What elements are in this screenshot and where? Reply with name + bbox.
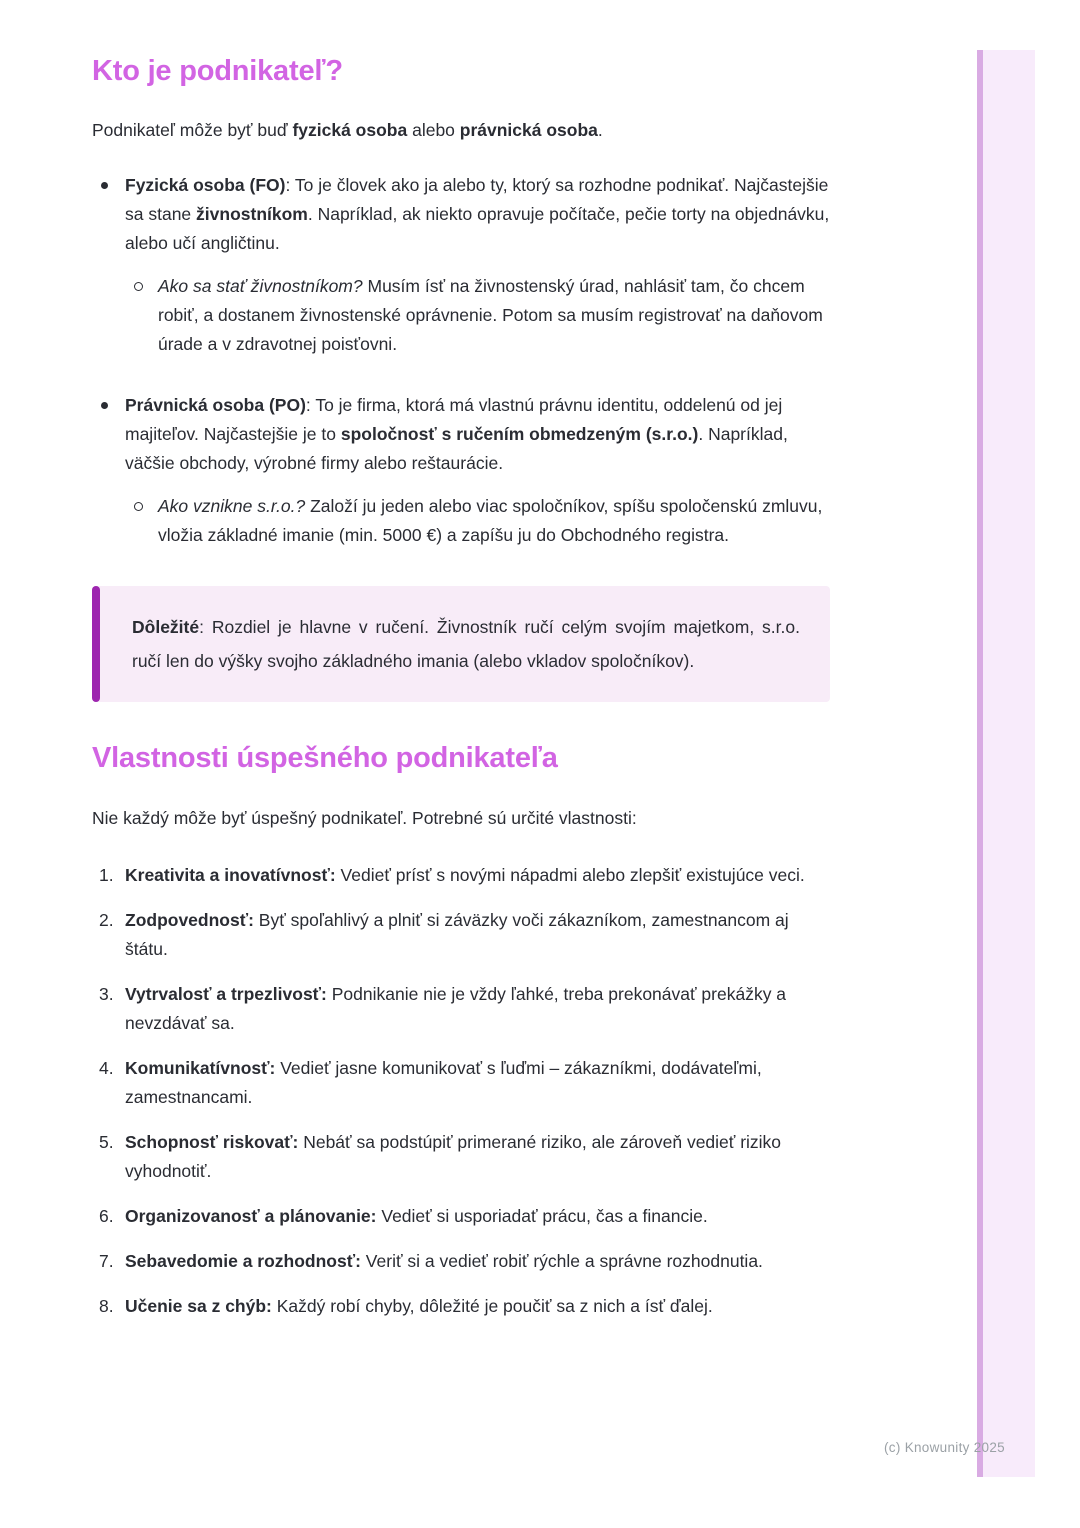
text-run: Právnická osoba (PO) [125, 395, 306, 415]
callout-text [132, 610, 800, 678]
list-number: 6. [99, 1206, 114, 1226]
list-number: 2. [99, 910, 114, 930]
text-run: : To je človek ako ja alebo ty, ktorý sa rozhodne podnikať. Najčastejšie sa stane [125, 175, 829, 224]
text-run: Sebavedomie a rozhodnosť: [125, 1251, 361, 1271]
text-run: živnostníkom [196, 204, 308, 224]
sub-bullet-text [158, 272, 832, 359]
list-item [92, 906, 832, 964]
list-number: 5. [99, 1132, 114, 1152]
list-item [92, 171, 832, 359]
trait-text [125, 980, 832, 1038]
text-run: Byť spoľahlivý a plniť si záväzky voči zákazníkom, zamestnancom aj štátu. [125, 910, 789, 959]
sub-list [125, 492, 832, 550]
copyright-watermark: (c) Knowunity 2025 [884, 1440, 1005, 1455]
text-run: Založí ju jeden alebo viac spoločníkov, spíšu spoločenskú zmluvu, vložia základné imanie (min. 5000 €) a zapíšu ju do Obchodného registra. [158, 496, 823, 545]
text-run: Zodpovednosť: [125, 910, 254, 930]
text-run: . Napríklad, ak niekto opravuje počítače, pečie torty na objednávku, alebo učí angličtinu. [125, 204, 830, 253]
text-run: Schopnosť riskovať: [125, 1132, 299, 1152]
bullet-circle-icon [134, 502, 143, 511]
text-run: : Rozdiel je hlavne v ručení. Živnostník ručí celým svojím majetkom, s.r.o. ručí len do výšky svojho základného imania (alebo vkladov spoločníkov). [132, 617, 800, 671]
traits-numbered-list [92, 861, 832, 1321]
trait-text [125, 1054, 832, 1112]
trait-text [125, 906, 832, 964]
text-run: Fyzická osoba (FO) [125, 175, 286, 195]
text-run: Nebáť sa podstúpiť primerané riziko, ale zároveň vedieť riziko vyhodnotiť. [125, 1132, 782, 1181]
text-run: Ako vznikne s.r.o.? [158, 496, 306, 516]
text-run: : To je firma, ktorá má vlastnú právnu identitu, oddelenú od jej majiteľov. Najčastejšie je to [125, 395, 783, 444]
list-item [92, 1247, 832, 1276]
list-item [92, 1128, 832, 1186]
bullet-disc-icon [101, 182, 108, 189]
list-number: 1. [99, 865, 114, 885]
intro-paragraph [92, 116, 832, 145]
sub-list [125, 272, 832, 359]
list-item [92, 1292, 832, 1321]
text-run: Podnikanie nie je vždy ľahké, treba prekonávať prekážky a nevzdávať sa. [125, 984, 787, 1033]
list-item [92, 391, 832, 550]
page-edge-stripe [977, 50, 1035, 1477]
trait-text [125, 1292, 832, 1321]
list-item [92, 980, 832, 1038]
list-number: 8. [99, 1296, 114, 1316]
list-item [92, 1054, 832, 1112]
trait-text [125, 1128, 832, 1186]
list-item [92, 861, 832, 890]
list-item [125, 492, 832, 550]
list-number: 3. [99, 984, 114, 1004]
section-title-who: Kto je podnikateľ? [92, 55, 343, 87]
text-run: fyzická osoba [292, 120, 408, 140]
list-item [125, 272, 832, 359]
text-run: Vytrvalosť a trpezlivosť: [125, 984, 327, 1004]
list-number: 4. [99, 1058, 114, 1078]
text-run: Vedieť si usporiadať prácu, čas a financie. [376, 1206, 708, 1226]
list-item [92, 1202, 832, 1231]
text-run: Musím ísť na živnostenský úrad, nahlásiť tam, čo chcem robiť, a dostanem živnostenské oprávnenie. Potom sa musím registrovať na daňovom úrade a v zdravotnej poisťovni. [158, 276, 823, 354]
bullet-text [125, 391, 832, 478]
trait-text [125, 861, 832, 890]
callout-accent-bar [92, 586, 100, 702]
text-run: Kreativita a inovatívnosť: [125, 865, 336, 885]
text-run: Vedieť prísť s novými nápadmi alebo zlepšiť existujúce veci. [335, 865, 805, 885]
text-run: Učenie sa z chýb: [125, 1296, 272, 1316]
text-run: Organizovanosť a plánovanie: [125, 1206, 377, 1226]
text-run: Veriť si a vedieť robiť rýchle a správne rozhodnutia. [360, 1251, 763, 1271]
text-run: spoločnosť s ručením obmedzeným (s.r.o.) [340, 424, 699, 444]
text-run: . Napríklad, väčšie obchody, výrobné firmy alebo reštaurácie. [125, 424, 788, 473]
list-number: 7. [99, 1251, 114, 1271]
bullet-text [125, 171, 832, 258]
text-run: alebo [407, 120, 460, 140]
text-run: . [597, 120, 603, 140]
bullet-disc-icon [101, 402, 108, 409]
text-run: Dôležité [132, 617, 200, 637]
bullet-circle-icon [134, 282, 143, 291]
person-types-list [92, 171, 832, 550]
text-run: Vedieť jasne komunikovať s ľuďmi – zákazníkmi, dodávateľmi, zamestnancami. [125, 1058, 762, 1107]
page-content [92, 56, 832, 1321]
trait-text [125, 1247, 832, 1276]
sub-bullet-text [158, 492, 832, 550]
important-callout [92, 586, 830, 702]
traits-intro-paragraph: Nie každý môže byť úspešný podnikateľ. Potrebné sú určité vlastnosti: [92, 808, 637, 828]
text-run: Komunikatívnosť: [125, 1058, 276, 1078]
text-run: Ako sa stať živnostníkom? [158, 276, 363, 296]
section-title-traits: Vlastnosti úspešného podnikateľa [92, 742, 558, 774]
text-run: Podnikateľ môže byť buď [92, 120, 293, 140]
text-run: Každý robí chyby, dôležité je poučiť sa z nich a ísť ďalej. [271, 1296, 713, 1316]
trait-text [125, 1202, 832, 1231]
text-run: právnická osoba [459, 120, 598, 140]
